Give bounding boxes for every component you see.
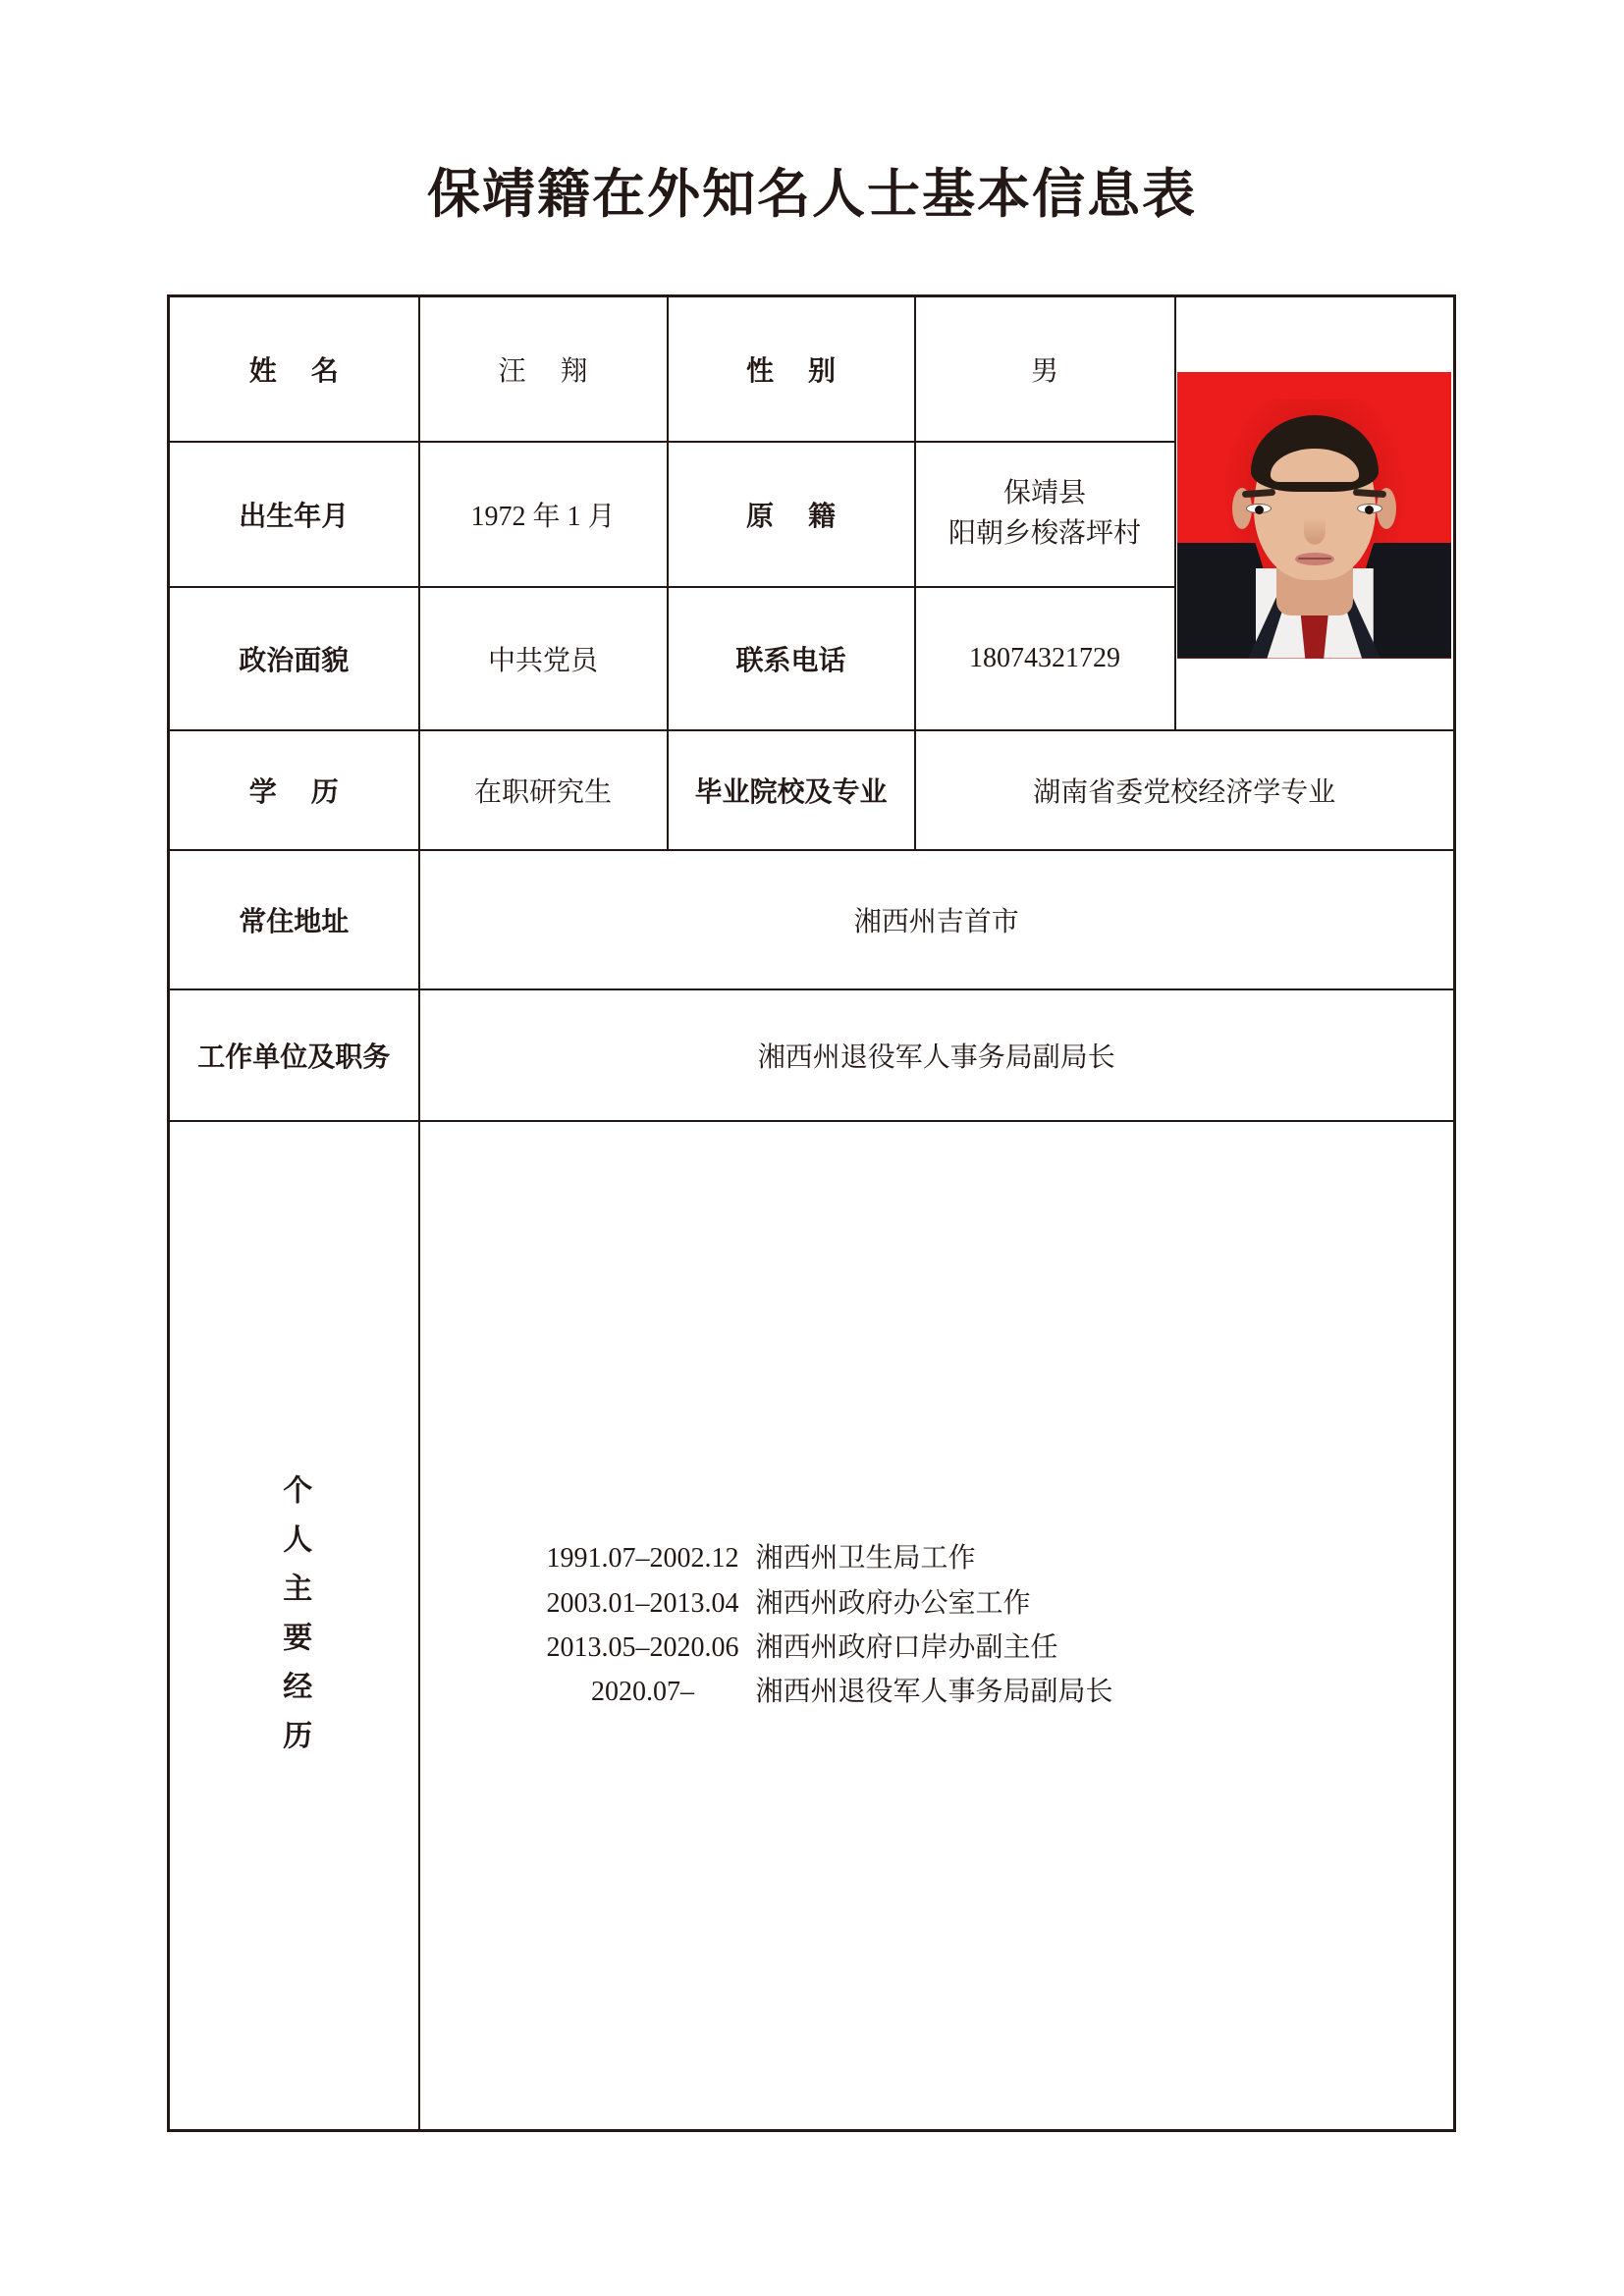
- value-origin: [915, 442, 1175, 587]
- value-birth-date: 1972 年 1 月: [419, 442, 668, 587]
- pupil-right: [1365, 506, 1374, 514]
- label-political-status: 政治面貌: [169, 587, 419, 730]
- experience-entry: [530, 1536, 1454, 1580]
- value-experience-cell: [419, 1121, 1455, 2131]
- experience-description: 湘西州政府口岸办副主任: [755, 1632, 1058, 1663]
- label-school-major: 毕业院校及专业: [668, 730, 915, 850]
- label-birth-date: 出生年月: [169, 442, 419, 587]
- mouth: [1295, 553, 1334, 565]
- photo-cell: [1175, 296, 1455, 731]
- label-name: 姓 名: [169, 296, 419, 443]
- value-education: 在职研究生: [419, 730, 668, 850]
- label-work-unit-position: 工作单位及职务: [169, 989, 419, 1121]
- pupil-left: [1255, 506, 1264, 514]
- label-address: 常住地址: [169, 850, 419, 989]
- label-origin: 原 籍: [668, 442, 915, 587]
- experience-period: 2003.01–2013.04: [546, 1587, 739, 1619]
- value-name: 汪 翔: [419, 296, 668, 443]
- value-phone: 18074321729: [915, 587, 1175, 730]
- experience-period: 2013.05–2020.06: [546, 1632, 739, 1663]
- id-portrait-photo: [1177, 372, 1451, 659]
- label-phone: 联系电话: [668, 587, 915, 730]
- label-gender: 性 别: [668, 296, 915, 443]
- label-experience-cell: [169, 1121, 419, 2131]
- person-info-table: [167, 294, 1456, 2132]
- page-title: 保靖籍在外知名人士基本信息表: [427, 162, 1197, 225]
- nose: [1304, 517, 1326, 545]
- table-row-work-unit: [169, 989, 1455, 1121]
- experience-period: 1991.07–2002.12: [546, 1543, 739, 1575]
- label-personal-experience: 个人主要经历: [278, 1474, 311, 1769]
- experience-description: 湘西州退役军人事务局副局长: [755, 1677, 1113, 1708]
- value-gender: 男: [915, 296, 1175, 443]
- experience-description: 湘西州卫生局工作: [755, 1543, 976, 1575]
- table-row-address: [169, 850, 1455, 989]
- label-education: 学 历: [169, 730, 419, 850]
- value-political-status: 中共党员: [419, 587, 668, 730]
- experience-list: [530, 1536, 1454, 1714]
- experience-period: 2020.07–: [591, 1677, 694, 1708]
- experience-entry: [530, 1581, 1454, 1626]
- experience-entry: [530, 1626, 1454, 1670]
- value-origin-line2: 阳朝乡梭落坪村: [947, 518, 1141, 549]
- value-origin-line1: 保靖县: [1002, 478, 1086, 509]
- value-work-unit-position: 湘西州退役军人事务局副局长: [419, 989, 1455, 1121]
- experience-description: 湘西州政府办公室工作: [755, 1587, 1031, 1619]
- value-address: 湘西州吉首市: [419, 850, 1455, 989]
- value-school-major: 湖南省委党校经济学专业: [915, 730, 1455, 850]
- table-row-experience: [169, 1121, 1455, 2131]
- table-row-name: [169, 296, 1455, 443]
- table-row-education: [169, 730, 1455, 850]
- experience-entry: [530, 1670, 1454, 1714]
